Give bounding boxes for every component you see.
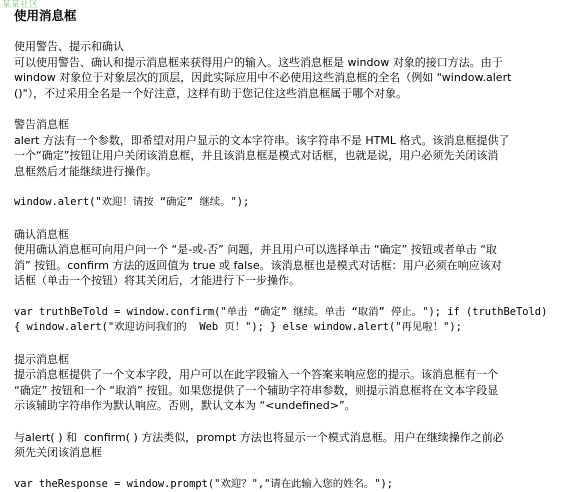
prompt-line-2: “确定” 按钮和一个 “取消” 按钮。如果您提供了一个辅助字符串参数，则提示消息框将在文本字段显 [14,383,560,399]
alert-line-3: 息框然后才能继续进行操作。 [14,164,560,180]
prompt-code: var theResponse = window.prompt("欢迎？","请在此输入您的姓名。"); [14,477,560,492]
prompt-line-4: 与alert( ) 和 confirm( ) 方法类似，prompt 方法也将显示一个模式消息框。用户在继续操作之前必 [14,430,560,446]
alert-line-2: 一个“确定”按钮让用户关闭该消息框，并且该消息框是模式对话框，也就是说，用户必须先关闭该消 [14,148,560,164]
intro-heading: 使用警告、提示和确认 [14,39,560,55]
prompt-line-1: 提示消息框提供了一个文本字段，用户可以在此字段输入一个答案来响应您的提示。该消息框有一个 [14,367,560,383]
confirm-line-3: 话框（单击一个按钮）将其关闭后，才能进行下一步操作。 [14,273,560,289]
intro-line-1: 可以使用警告、确认和提示消息框来获得用户的输入。这些消息框是 window 对象的接口方法。由于 [14,55,560,71]
alert-section [14,117,560,211]
prompt-line-3: 示该辅助字符串作为默认响应。否则，默认文本为 “<undefined>”。 [14,398,560,414]
alert-heading: 警告消息框 [14,117,560,133]
intro-section [14,39,560,101]
prompt-line-5: 须先关闭该消息框 [14,445,560,461]
confirm-section [14,227,560,336]
intro-line-3: ()"），不过采用全名是一个好注意，这样有助于您记住这些消息框属于哪个对象。 [14,86,560,102]
intro-line-2: window 对象位于对象层次的顶层，因此实际应用中不必使用这些消息框的全名（例如 "window.alert [14,70,560,86]
prompt-section [14,352,560,492]
confirm-line-2: 消” 按钮。confirm 方法的返回值为 true 或 false。该消息框也是模式对话框：用户必须在响应该对 [14,258,560,274]
confirm-line-1: 使用确认消息框可向用户问一个 “是-或-否” 问题，并且用户可以选择单击 “确定” 按钮或者单击 “取 [14,242,560,258]
prompt-heading: 提示消息框 [14,352,560,368]
article [14,8,560,492]
confirm-code-line-1: var truthBeTold = window.confirm("单击 “确定” 继续。单击 “取消” 停止。"); if (truthBeTold) [14,305,560,321]
alert-code: window.alert("欢迎！请按 “确定” 继续。"); [14,195,560,211]
alert-line-1: alert 方法有一个参数，即希望对用户显示的文本字符串。该字符串不是 HTML 格式。该消息框提供了 [14,133,560,149]
watermark: 某某社区 [2,0,38,10]
confirm-code-line-2: { window.alert("欢迎访问我们的 Web 页！"); } else window.alert("再见啦！"); [14,320,560,336]
page-title: 使用消息框 [14,8,560,24]
confirm-heading: 确认消息框 [14,227,560,243]
